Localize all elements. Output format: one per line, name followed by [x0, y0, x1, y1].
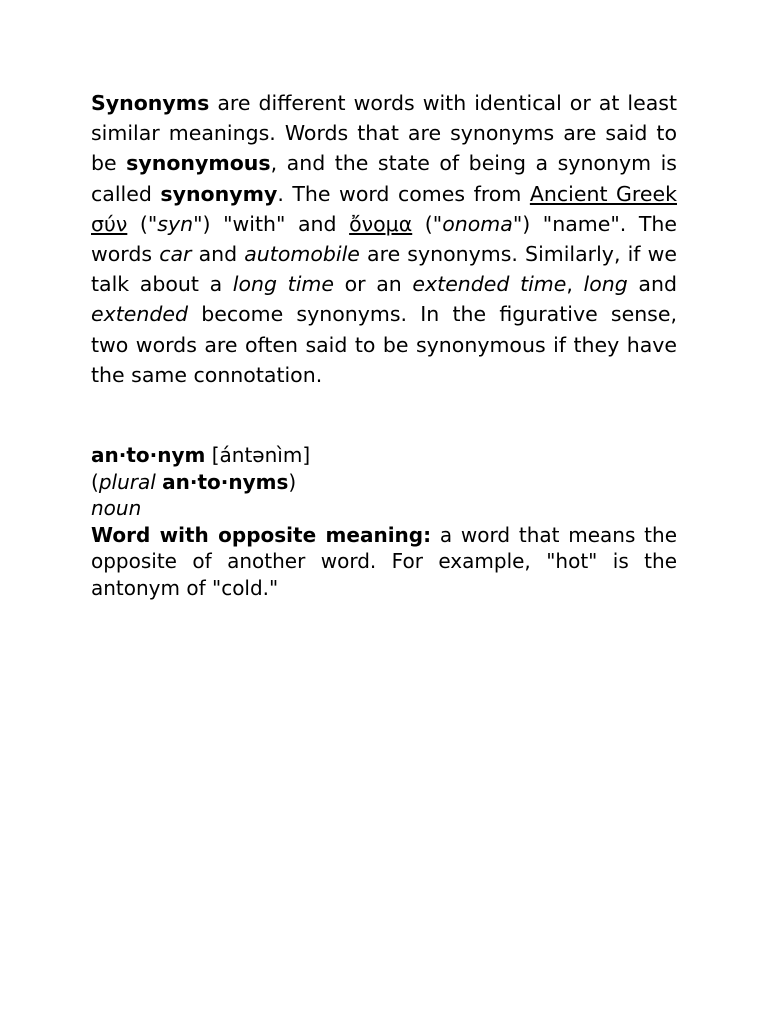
text-run: are synonyms. Similarly, if we talk about a	[91, 242, 677, 297]
text-run: ("	[412, 211, 443, 236]
definition-paragraph	[91, 522, 677, 602]
term-synonymous: synonymous	[126, 151, 271, 176]
onoma-greek-link[interactable]: ὄνομα	[349, 211, 413, 236]
antonym-dictionary-entry	[91, 442, 677, 601]
term-syn: syn	[157, 211, 194, 236]
definition-text: a word that means the opposite of another word. For example, "hot" is the antonym of "cold."	[91, 522, 677, 600]
text-run: . The word comes from	[277, 181, 530, 206]
text-run: , and the state of being a synonym is called	[91, 151, 677, 206]
term-synonyms: Synonyms	[91, 91, 210, 115]
text-run: ") "with" and	[193, 211, 350, 236]
text-run: and	[191, 242, 245, 267]
plural-form: an·to·nyms	[162, 469, 289, 494]
document-page	[91, 88, 677, 601]
synonyms-paragraph	[91, 88, 677, 390]
term-extended-time: extended time	[412, 272, 567, 297]
term-extended: extended	[91, 302, 189, 327]
plural-line	[91, 469, 677, 496]
plural-close-paren: )	[288, 469, 297, 494]
headword: an·to·nym	[91, 443, 206, 468]
text-run: become synonyms. In the figurative sense, two words are often said to be synonymous if they have the same connotation.	[91, 302, 677, 387]
text-run: are different words with identical or at least similar meanings. Words that are synonyms are said to be	[91, 91, 677, 176]
plural-label: plural	[98, 469, 156, 494]
text-run: and	[627, 272, 677, 297]
plural-open-paren: (	[91, 469, 99, 494]
term-onoma: onoma	[442, 211, 513, 236]
term-synonymy: synonymy	[160, 181, 278, 206]
sense-label: Word with opposite meaning:	[91, 522, 432, 547]
text-run: ("	[127, 211, 158, 236]
term-car: car	[159, 242, 192, 267]
text-run: ") "name". The words	[91, 211, 677, 267]
part-of-speech-line	[91, 495, 677, 522]
term-long-time: long time	[232, 272, 334, 297]
pronunciation: [ántənìm]	[205, 443, 311, 468]
syn-greek-link[interactable]: σύν	[91, 211, 128, 236]
part-of-speech: noun	[91, 496, 142, 521]
term-long: long	[583, 272, 628, 297]
text-run: ,	[566, 272, 584, 297]
headword-line	[91, 442, 677, 469]
text-run: or an	[333, 272, 413, 297]
term-automobile: automobile	[244, 242, 360, 267]
ancient-greek-link[interactable]: Ancient Greek	[529, 181, 677, 206]
